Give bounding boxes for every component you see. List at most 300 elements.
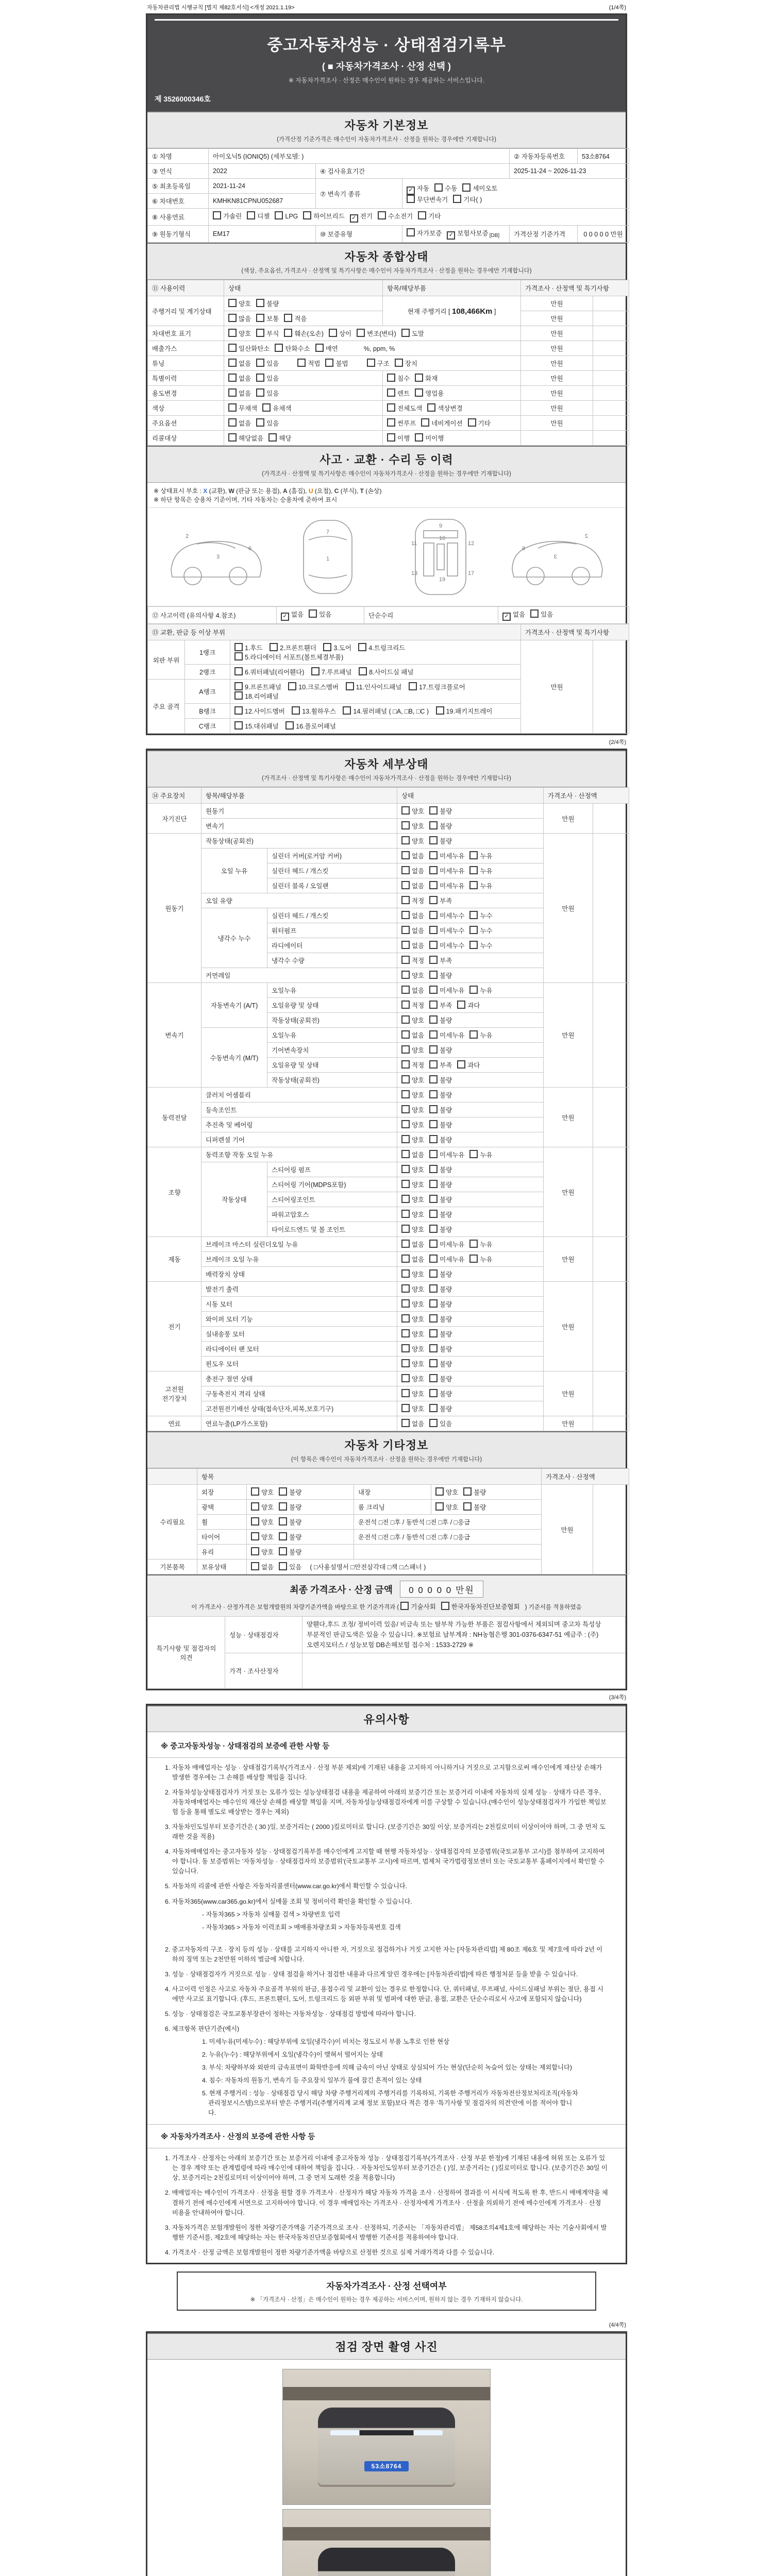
checkbox[interactable] xyxy=(256,314,264,322)
checkbox-option[interactable]: 기타 xyxy=(418,211,441,221)
checkbox-option[interactable]: 없음 xyxy=(401,1240,424,1249)
checkbox[interactable] xyxy=(457,1060,465,1069)
checkbox-option[interactable]: 매연 xyxy=(315,344,338,353)
checkbox-option[interactable]: 없음 xyxy=(401,881,424,890)
checkbox[interactable] xyxy=(357,329,365,337)
checkbox[interactable]: ✓ xyxy=(281,613,289,621)
checkbox-option[interactable]: 수소전기 xyxy=(378,211,413,221)
checkbox[interactable] xyxy=(429,941,438,949)
panel-checkbox[interactable]: 5.라디에이터 서포트(볼트체결부품) xyxy=(234,652,343,662)
panel-checkbox[interactable]: 9.프론트패널 xyxy=(234,682,281,691)
checkbox[interactable] xyxy=(401,1404,410,1412)
checkbox[interactable] xyxy=(251,1517,259,1526)
checkbox-option[interactable]: 불량 xyxy=(463,1502,486,1512)
checkbox-option[interactable]: 양호 xyxy=(251,1487,274,1497)
checkbox-option[interactable]: 없음 xyxy=(401,926,424,935)
checkbox-option[interactable]: 적정 xyxy=(401,896,424,905)
checkbox-option[interactable]: 변조(변타) xyxy=(357,329,396,338)
checkbox[interactable] xyxy=(401,1284,410,1293)
checkbox[interactable] xyxy=(401,1180,410,1188)
checkbox[interactable] xyxy=(441,1602,449,1610)
checkbox-option[interactable]: 무단변속기 xyxy=(407,195,448,204)
checkbox[interactable] xyxy=(256,299,264,307)
checkbox[interactable] xyxy=(387,433,395,442)
checkbox[interactable] xyxy=(429,1165,438,1173)
checkbox[interactable] xyxy=(401,1150,410,1158)
checkbox[interactable] xyxy=(228,359,237,367)
checkbox-option[interactable]: 불량 xyxy=(429,1195,452,1204)
checkbox-option[interactable]: ✓ 없음 xyxy=(281,609,304,621)
checkbox[interactable] xyxy=(213,211,221,219)
checkbox-option[interactable]: 양호 xyxy=(251,1532,274,1541)
checkbox-option[interactable]: 불량 xyxy=(429,1180,452,1189)
checkbox[interactable] xyxy=(387,418,395,427)
checkbox[interactable] xyxy=(429,1359,438,1367)
checkbox-option[interactable]: ✓ 전기 xyxy=(350,211,373,223)
checkbox-option[interactable]: 불량 xyxy=(279,1547,301,1556)
checkbox-option[interactable]: 없음 xyxy=(251,1562,274,1571)
checkbox[interactable] xyxy=(279,1487,287,1496)
checkbox[interactable] xyxy=(429,1105,438,1113)
checkbox[interactable] xyxy=(429,1180,438,1188)
checkbox[interactable] xyxy=(429,881,438,889)
checkbox[interactable] xyxy=(297,359,306,367)
checkbox[interactable] xyxy=(279,1502,287,1511)
checkbox[interactable] xyxy=(401,881,410,889)
checkbox-option[interactable]: 누수 xyxy=(469,926,492,935)
checkbox-option[interactable]: 양호 xyxy=(401,1374,424,1383)
checkbox[interactable] xyxy=(429,1120,438,1128)
checkbox[interactable] xyxy=(401,1030,410,1039)
checkbox[interactable] xyxy=(429,1015,438,1024)
checkbox[interactable] xyxy=(315,344,324,352)
checkbox-option[interactable]: 있음 xyxy=(309,609,331,619)
checkbox[interactable]: ✓ xyxy=(407,187,415,195)
checkbox-option[interactable]: 양호 xyxy=(401,821,424,831)
checkbox[interactable] xyxy=(429,1255,438,1263)
checkbox[interactable] xyxy=(401,1120,410,1128)
checkbox-option[interactable]: 불량 xyxy=(429,1314,452,1324)
checkbox[interactable] xyxy=(279,1532,287,1540)
checkbox-option[interactable]: 적정 xyxy=(401,956,424,965)
checkbox[interactable] xyxy=(429,1374,438,1382)
checkbox[interactable] xyxy=(228,314,237,322)
panel-checkbox[interactable]: 4.트렁크리드 xyxy=(358,643,405,652)
checkbox-option[interactable]: 미세누유 xyxy=(429,881,464,890)
checkbox-option[interactable]: 수동 xyxy=(434,183,457,193)
checkbox-option[interactable]: 없음 xyxy=(401,1419,424,1428)
checkbox-option[interactable]: 없음 xyxy=(401,866,424,875)
checkbox[interactable] xyxy=(275,344,283,352)
checkbox-option[interactable]: 부식 xyxy=(256,329,279,338)
checkbox-option[interactable]: 영업용 xyxy=(415,388,444,398)
checkbox-option[interactable]: 양호 xyxy=(401,1135,424,1144)
checkbox[interactable] xyxy=(429,1195,438,1203)
checkbox[interactable] xyxy=(228,433,237,442)
checkbox[interactable] xyxy=(429,971,438,979)
checkbox[interactable] xyxy=(469,1030,478,1039)
checkbox-option[interactable]: 불량 xyxy=(429,1284,452,1294)
panel-checkbox[interactable]: 8.사이드실 패널 xyxy=(359,667,413,676)
checkbox[interactable] xyxy=(401,1001,410,1009)
checkbox-option[interactable]: 이행 xyxy=(387,433,410,443)
checkbox-option[interactable]: 불량 xyxy=(429,1389,452,1398)
checkbox-option[interactable]: 양호 xyxy=(401,1075,424,1084)
checkbox[interactable] xyxy=(415,388,423,397)
checkbox[interactable] xyxy=(401,329,410,337)
panel-checkbox[interactable]: 18.리어패널 xyxy=(234,691,279,701)
checkbox-option[interactable]: 도말 xyxy=(401,329,424,338)
checkbox-option[interactable]: ✓ 보험사보증 $_{[DB]}$ xyxy=(447,228,499,240)
checkbox[interactable] xyxy=(401,821,410,829)
checkbox[interactable] xyxy=(429,896,438,904)
checkbox[interactable] xyxy=(429,1150,438,1158)
panel-checkbox[interactable]: 16.플로어패널 xyxy=(285,721,336,731)
checkbox-option[interactable]: 양호 xyxy=(401,1329,424,1338)
checkbox-option[interactable]: 양호 xyxy=(401,1299,424,1309)
checkbox[interactable] xyxy=(429,1314,438,1323)
checkbox-option[interactable]: 부족 xyxy=(429,1001,452,1010)
checkbox[interactable] xyxy=(401,1210,410,1218)
checkbox-option[interactable]: 불량 xyxy=(279,1532,301,1541)
checkbox[interactable] xyxy=(401,896,410,904)
checkbox-option[interactable]: 불법 xyxy=(325,359,348,368)
checkbox[interactable] xyxy=(401,866,410,874)
checkbox[interactable] xyxy=(429,926,438,934)
checkbox[interactable] xyxy=(469,881,478,889)
checkbox[interactable] xyxy=(268,433,277,442)
checkbox-option[interactable]: 불량 xyxy=(279,1487,301,1497)
checkbox[interactable] xyxy=(415,433,423,442)
checkbox[interactable] xyxy=(463,1487,472,1496)
checkbox[interactable] xyxy=(401,1359,410,1367)
checkbox-option[interactable]: 누수 xyxy=(469,911,492,920)
checkbox-option[interactable]: 미세누수 xyxy=(429,941,464,950)
checkbox-option[interactable]: 양호 xyxy=(435,1487,458,1497)
checkbox-option[interactable]: LPG xyxy=(275,211,298,220)
checkbox[interactable] xyxy=(401,1314,410,1323)
checkbox[interactable] xyxy=(228,374,237,382)
checkbox[interactable] xyxy=(309,609,317,618)
checkbox[interactable] xyxy=(387,403,395,412)
checkbox[interactable] xyxy=(303,211,311,219)
checkbox[interactable] xyxy=(401,1344,410,1352)
checkbox[interactable] xyxy=(429,806,438,815)
checkbox-option[interactable]: 부족 xyxy=(429,1060,452,1070)
panel-checkbox[interactable]: 12.사이드멤버 xyxy=(234,706,285,716)
checkbox[interactable] xyxy=(251,1487,259,1496)
checkbox-option[interactable]: 전체도색 xyxy=(387,403,422,413)
checkbox-option[interactable]: 훼손(오손) xyxy=(284,329,324,338)
checkbox[interactable] xyxy=(401,1240,410,1248)
checkbox[interactable] xyxy=(279,1517,287,1526)
panel-checkbox[interactable]: 11.인사이드패널 xyxy=(346,682,402,691)
checkbox[interactable]: ✓ xyxy=(447,231,455,240)
checkbox[interactable] xyxy=(469,926,478,934)
checkbox[interactable] xyxy=(469,866,478,874)
checkbox[interactable] xyxy=(429,866,438,874)
checkbox-option[interactable]: 보통 xyxy=(256,314,279,323)
checkbox-option[interactable]: 세미오토 xyxy=(462,183,497,193)
checkbox-option[interactable]: 한국자동차진단보증협회 xyxy=(441,1602,520,1611)
checkbox-option[interactable]: 있음 xyxy=(429,1419,452,1428)
checkbox-option[interactable]: 불량 xyxy=(429,836,452,845)
checkbox[interactable] xyxy=(462,183,470,192)
checkbox[interactable] xyxy=(469,911,478,919)
checkbox[interactable] xyxy=(401,1090,410,1098)
checkbox-option[interactable]: 미세누유 xyxy=(429,851,464,860)
checkbox-option[interactable]: 기술사회 xyxy=(400,1602,435,1611)
checkbox[interactable] xyxy=(429,1329,438,1337)
checkbox[interactable] xyxy=(401,956,410,964)
checkbox[interactable] xyxy=(469,851,478,859)
checkbox-option[interactable]: 불량 xyxy=(429,1404,452,1413)
checkbox-option[interactable]: 불량 xyxy=(429,1165,452,1174)
checkbox[interactable]: ✓ xyxy=(350,214,358,223)
checkbox[interactable] xyxy=(429,836,438,844)
checkbox-option[interactable]: 누유 xyxy=(469,881,492,890)
checkbox[interactable] xyxy=(418,211,426,219)
checkbox[interactable] xyxy=(387,374,395,382)
checkbox-option[interactable]: 불량 xyxy=(429,1210,452,1219)
checkbox[interactable] xyxy=(401,1255,410,1263)
checkbox[interactable] xyxy=(228,329,237,337)
checkbox[interactable] xyxy=(279,1562,287,1570)
checkbox-option[interactable]: 누유 xyxy=(469,1240,492,1249)
checkbox[interactable] xyxy=(429,1404,438,1412)
checkbox[interactable] xyxy=(429,1135,438,1143)
checkbox[interactable] xyxy=(434,183,443,192)
checkbox[interactable] xyxy=(421,418,429,427)
panel-checkbox[interactable]: 3.도어 xyxy=(323,643,351,652)
checkbox-option[interactable]: 양호 xyxy=(251,1502,274,1512)
panel-checkbox[interactable]: 7.루프패널 xyxy=(311,667,352,676)
checkbox-option[interactable]: 누유 xyxy=(469,1255,492,1264)
checkbox[interactable] xyxy=(256,388,264,397)
checkbox[interactable] xyxy=(401,851,410,859)
checkbox-option[interactable]: 불량 xyxy=(429,1105,452,1114)
checkbox[interactable] xyxy=(429,821,438,829)
checkbox-option[interactable]: 없음 xyxy=(401,911,424,920)
checkbox-option[interactable]: 하이브리드 xyxy=(303,211,344,221)
checkbox-option[interactable]: 양호 xyxy=(401,1284,424,1294)
checkbox[interactable] xyxy=(251,1502,259,1511)
checkbox[interactable] xyxy=(463,1502,472,1511)
checkbox[interactable] xyxy=(429,1225,438,1233)
checkbox-option[interactable]: 과다 xyxy=(457,1001,480,1010)
checkbox-option[interactable]: 없음 xyxy=(401,1255,424,1264)
checkbox-option[interactable]: 불량 xyxy=(429,1329,452,1338)
checkbox[interactable] xyxy=(429,1060,438,1069)
checkbox[interactable] xyxy=(469,986,478,994)
checkbox-option[interactable]: 많음 xyxy=(228,314,251,323)
checkbox-option[interactable]: 해당 xyxy=(268,433,291,443)
checkbox-option[interactable]: 있음 xyxy=(530,609,553,619)
checkbox-option[interactable]: 양호 xyxy=(228,329,251,338)
checkbox[interactable] xyxy=(429,1045,438,1054)
checkbox[interactable] xyxy=(407,195,415,203)
checkbox[interactable] xyxy=(401,1195,410,1203)
checkbox-option[interactable]: 없음 xyxy=(228,418,251,428)
checkbox[interactable] xyxy=(401,1165,410,1173)
checkbox[interactable] xyxy=(429,1210,438,1218)
checkbox[interactable] xyxy=(468,418,476,427)
checkbox[interactable] xyxy=(429,1299,438,1308)
checkbox[interactable] xyxy=(378,211,386,219)
checkbox-option[interactable]: 없음 xyxy=(401,941,424,950)
checkbox-option[interactable]: 있음 xyxy=(256,418,279,428)
checkbox[interactable] xyxy=(469,1150,478,1158)
checkbox[interactable] xyxy=(429,1090,438,1098)
checkbox-option[interactable]: 양호 xyxy=(401,1210,424,1219)
checkbox-option[interactable]: 불량 xyxy=(429,1135,452,1144)
checkbox[interactable] xyxy=(429,986,438,994)
checkbox-option[interactable]: 미세누유 xyxy=(429,1255,464,1264)
checkbox-option[interactable]: 장치 xyxy=(395,359,417,368)
checkbox[interactable] xyxy=(401,1105,410,1113)
panel-checkbox[interactable]: 14.필러패널 ( □A, □B, □C ) xyxy=(343,706,429,716)
checkbox-option[interactable]: 미세누유 xyxy=(429,866,464,875)
checkbox-option[interactable]: 화재 xyxy=(415,374,438,383)
checkbox-option[interactable]: 양호 xyxy=(401,1105,424,1114)
checkbox[interactable] xyxy=(415,374,423,382)
checkbox[interactable] xyxy=(367,359,375,367)
checkbox-option[interactable]: 불량 xyxy=(279,1517,301,1527)
checkbox-option[interactable]: 불량 xyxy=(429,1015,452,1025)
checkbox[interactable] xyxy=(435,1502,444,1511)
checkbox-option[interactable]: 양호 xyxy=(401,1045,424,1055)
checkbox-option[interactable]: 불량 xyxy=(429,1045,452,1055)
checkbox[interactable] xyxy=(530,609,539,618)
panel-checkbox[interactable]: 1.후드 xyxy=(234,643,263,652)
checkbox[interactable] xyxy=(256,374,264,382)
checkbox-option[interactable]: 디젤 xyxy=(247,211,270,221)
checkbox[interactable] xyxy=(401,1419,410,1427)
checkbox-option[interactable]: 불량 xyxy=(256,299,279,308)
checkbox-option[interactable]: 양호 xyxy=(401,1359,424,1368)
checkbox[interactable] xyxy=(247,211,255,219)
checkbox-option[interactable]: 불량 xyxy=(429,1090,452,1099)
checkbox-option[interactable]: 렌트 xyxy=(387,388,410,398)
checkbox[interactable] xyxy=(401,911,410,919)
checkbox-option[interactable]: 가솔린 xyxy=(213,211,242,221)
checkbox-option[interactable]: 양호 xyxy=(401,1404,424,1413)
checkbox-option[interactable]: 적음 xyxy=(284,314,307,323)
checkbox-option[interactable]: 양호 xyxy=(228,299,251,308)
checkbox-option[interactable]: 누유 xyxy=(469,1150,492,1159)
checkbox-option[interactable]: 누유 xyxy=(469,851,492,860)
checkbox-option[interactable]: 양호 xyxy=(401,1090,424,1099)
checkbox-option[interactable]: 기타 xyxy=(468,418,491,428)
checkbox-option[interactable]: 양호 xyxy=(401,1314,424,1324)
checkbox-option[interactable]: 미세누유 xyxy=(429,1030,464,1040)
checkbox[interactable] xyxy=(469,1240,478,1248)
checkbox[interactable] xyxy=(401,971,410,979)
checkbox-option[interactable]: 적법 xyxy=(297,359,320,368)
checkbox[interactable] xyxy=(429,956,438,964)
checkbox[interactable] xyxy=(429,1419,438,1427)
panel-checkbox[interactable]: 6.쿼터패널(리어휀다) xyxy=(234,667,304,676)
checkbox-option[interactable]: 양호 xyxy=(401,1389,424,1398)
checkbox-option[interactable]: 없음 xyxy=(401,1150,424,1159)
checkbox[interactable] xyxy=(401,836,410,844)
checkbox-option[interactable]: 양호 xyxy=(401,1195,424,1204)
checkbox[interactable] xyxy=(435,1487,444,1496)
checkbox-option[interactable]: 해당없음 xyxy=(228,433,263,443)
checkbox[interactable] xyxy=(401,941,410,949)
checkbox-option[interactable]: 양호 xyxy=(401,1015,424,1025)
checkbox-option[interactable]: 누수 xyxy=(469,941,492,950)
checkbox-option[interactable]: 미세누수 xyxy=(429,911,464,920)
checkbox-option[interactable]: 없음 xyxy=(401,1030,424,1040)
checkbox[interactable] xyxy=(401,1060,410,1069)
checkbox[interactable] xyxy=(228,418,237,427)
checkbox-option[interactable]: 적정 xyxy=(401,1060,424,1070)
checkbox-option[interactable]: 적정 xyxy=(401,1001,424,1010)
checkbox[interactable] xyxy=(401,1299,410,1308)
checkbox-option[interactable]: 불량 xyxy=(429,1374,452,1383)
checkbox-option[interactable]: 불량 xyxy=(429,971,452,980)
checkbox-option[interactable]: 있음 xyxy=(256,374,279,383)
checkbox[interactable] xyxy=(256,418,264,427)
checkbox[interactable] xyxy=(401,1015,410,1024)
checkbox[interactable] xyxy=(228,403,237,412)
checkbox[interactable] xyxy=(284,314,292,322)
checkbox-option[interactable]: 불량 xyxy=(429,821,452,831)
checkbox[interactable]: ✓ xyxy=(502,613,511,621)
checkbox-option[interactable]: 부족 xyxy=(429,956,452,965)
checkbox[interactable] xyxy=(429,1240,438,1248)
checkbox-option[interactable]: 양호 xyxy=(401,1165,424,1174)
checkbox[interactable] xyxy=(469,1255,478,1263)
checkbox-option[interactable]: 없음 xyxy=(228,374,251,383)
checkbox[interactable] xyxy=(329,329,337,337)
checkbox[interactable] xyxy=(228,388,237,397)
checkbox-option[interactable]: 누유 xyxy=(469,986,492,995)
checkbox-option[interactable]: 양호 xyxy=(251,1547,274,1556)
checkbox[interactable] xyxy=(407,228,415,236)
panel-checkbox[interactable]: 10.크로스멤버 xyxy=(288,682,339,691)
checkbox-option[interactable]: 미이행 xyxy=(415,433,444,443)
checkbox-option[interactable]: 미세누수 xyxy=(429,926,464,935)
checkbox-option[interactable]: 양호 xyxy=(401,836,424,845)
checkbox-option[interactable]: 양호 xyxy=(401,1120,424,1129)
checkbox[interactable] xyxy=(401,1045,410,1054)
checkbox[interactable] xyxy=(401,1374,410,1382)
checkbox-option[interactable]: 누유 xyxy=(469,1030,492,1040)
checkbox[interactable] xyxy=(251,1532,259,1540)
checkbox[interactable] xyxy=(453,195,461,203)
checkbox[interactable] xyxy=(275,211,283,219)
panel-checkbox[interactable]: 2.프론트휀더 xyxy=(270,643,316,652)
checkbox-option[interactable]: 일산화탄소 xyxy=(228,344,270,353)
checkbox[interactable] xyxy=(429,1269,438,1278)
checkbox-option[interactable]: 양호 xyxy=(251,1517,274,1527)
checkbox-option[interactable]: 양호 xyxy=(401,806,424,816)
checkbox-option[interactable]: 불량 xyxy=(279,1502,301,1512)
checkbox[interactable] xyxy=(401,1225,410,1233)
checkbox[interactable] xyxy=(429,1030,438,1039)
checkbox-option[interactable]: 누유 xyxy=(469,866,492,875)
checkbox[interactable] xyxy=(401,1389,410,1397)
checkbox-option[interactable]: 자가보증 xyxy=(407,228,442,238)
checkbox-option[interactable]: 불량 xyxy=(429,1269,452,1279)
checkbox[interactable] xyxy=(251,1562,259,1570)
checkbox-option[interactable]: 양호 xyxy=(435,1502,458,1512)
checkbox[interactable] xyxy=(401,1329,410,1337)
checkbox[interactable] xyxy=(279,1547,287,1555)
panel-checkbox[interactable]: 15.대쉬패널 xyxy=(234,721,279,731)
